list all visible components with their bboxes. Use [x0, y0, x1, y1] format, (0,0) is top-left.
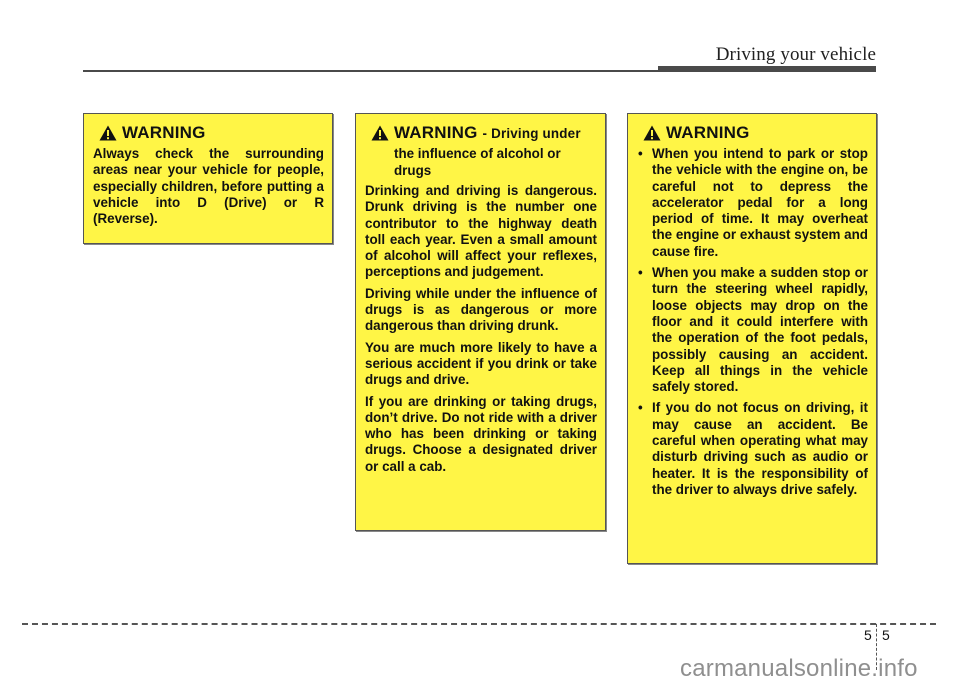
page-number: 5 [882, 627, 890, 643]
warning-title: WARNING [122, 123, 206, 142]
warning-title: WARNING [666, 123, 750, 142]
warning-heading [93, 123, 324, 143]
warning-triangle-icon [643, 125, 661, 141]
warning-paragraph: Driving while under the influence of drugs is as dangerous or more dangerous than driving drunk. [365, 285, 597, 334]
warning-triangle-icon [371, 125, 389, 141]
watermark: carmanualsonline.info [680, 655, 918, 682]
warning-paragraph: Drinking and driving is dangerous. Drunk driving is the number one contributor to the highway death toll each year. Even a small amount of alcohol will affect your reflexes, perceptions and judgement. [365, 183, 597, 280]
warning-paragraph: You are much more likely to have a serious accident if you drink or take drugs and drive. [365, 339, 597, 388]
warning-subtitle: - Driving under [482, 126, 581, 141]
warning-bullet: • If you do not focus on driving, it may cause an accident. Be careful when operating what may disturb driving such as audio or heater. It is the responsibility of the driver to always drive safely. [637, 400, 868, 498]
warning-title [394, 123, 581, 144]
warning-box-check-surroundings [83, 113, 333, 244]
header-rule [83, 70, 659, 72]
warning-bullet: • When you make a sudden stop or turn the steering wheel rapidly, loose objects may drop on the floor and it could interfere with the operation of the foot pedals, possibly causing an accident. Keep all things in the vehicle safely stored. [637, 265, 868, 395]
warning-triangle-icon [99, 125, 117, 141]
warning-subtitle-continued: the influence of alcohol or drugs [394, 146, 561, 178]
warning-box-pedals-objects-focus [627, 113, 877, 564]
warning-paragraph: If you are drinking or taking drugs, don’t drive. Do not ride with a driver who has been drinking or taking drugs. Choose a designated driver or call a cab. [365, 393, 597, 474]
warning-heading [637, 123, 868, 143]
section-title: Driving your vehicle [715, 44, 876, 65]
warning-box-alcohol-drugs [355, 113, 606, 531]
header-rule-accent [658, 66, 876, 72]
warning-paragraph: Always check the surrounding areas near your vehicle for people, especially children, before putting a vehicle into D (Drive) or R (Reverse). [93, 146, 324, 227]
warning-bullet-list [637, 146, 868, 498]
warning-title-text: WARNING [394, 123, 478, 142]
warning-heading [365, 123, 597, 144]
chapter-number: 5 [864, 627, 872, 643]
footer-rule [22, 623, 936, 625]
warning-bullet: • When you intend to park or stop the vehicle with the engine on, be careful not to depress the accelerator pedal for a long period of time. It may overheat the engine or exhaust system and cause fire. [637, 146, 868, 260]
